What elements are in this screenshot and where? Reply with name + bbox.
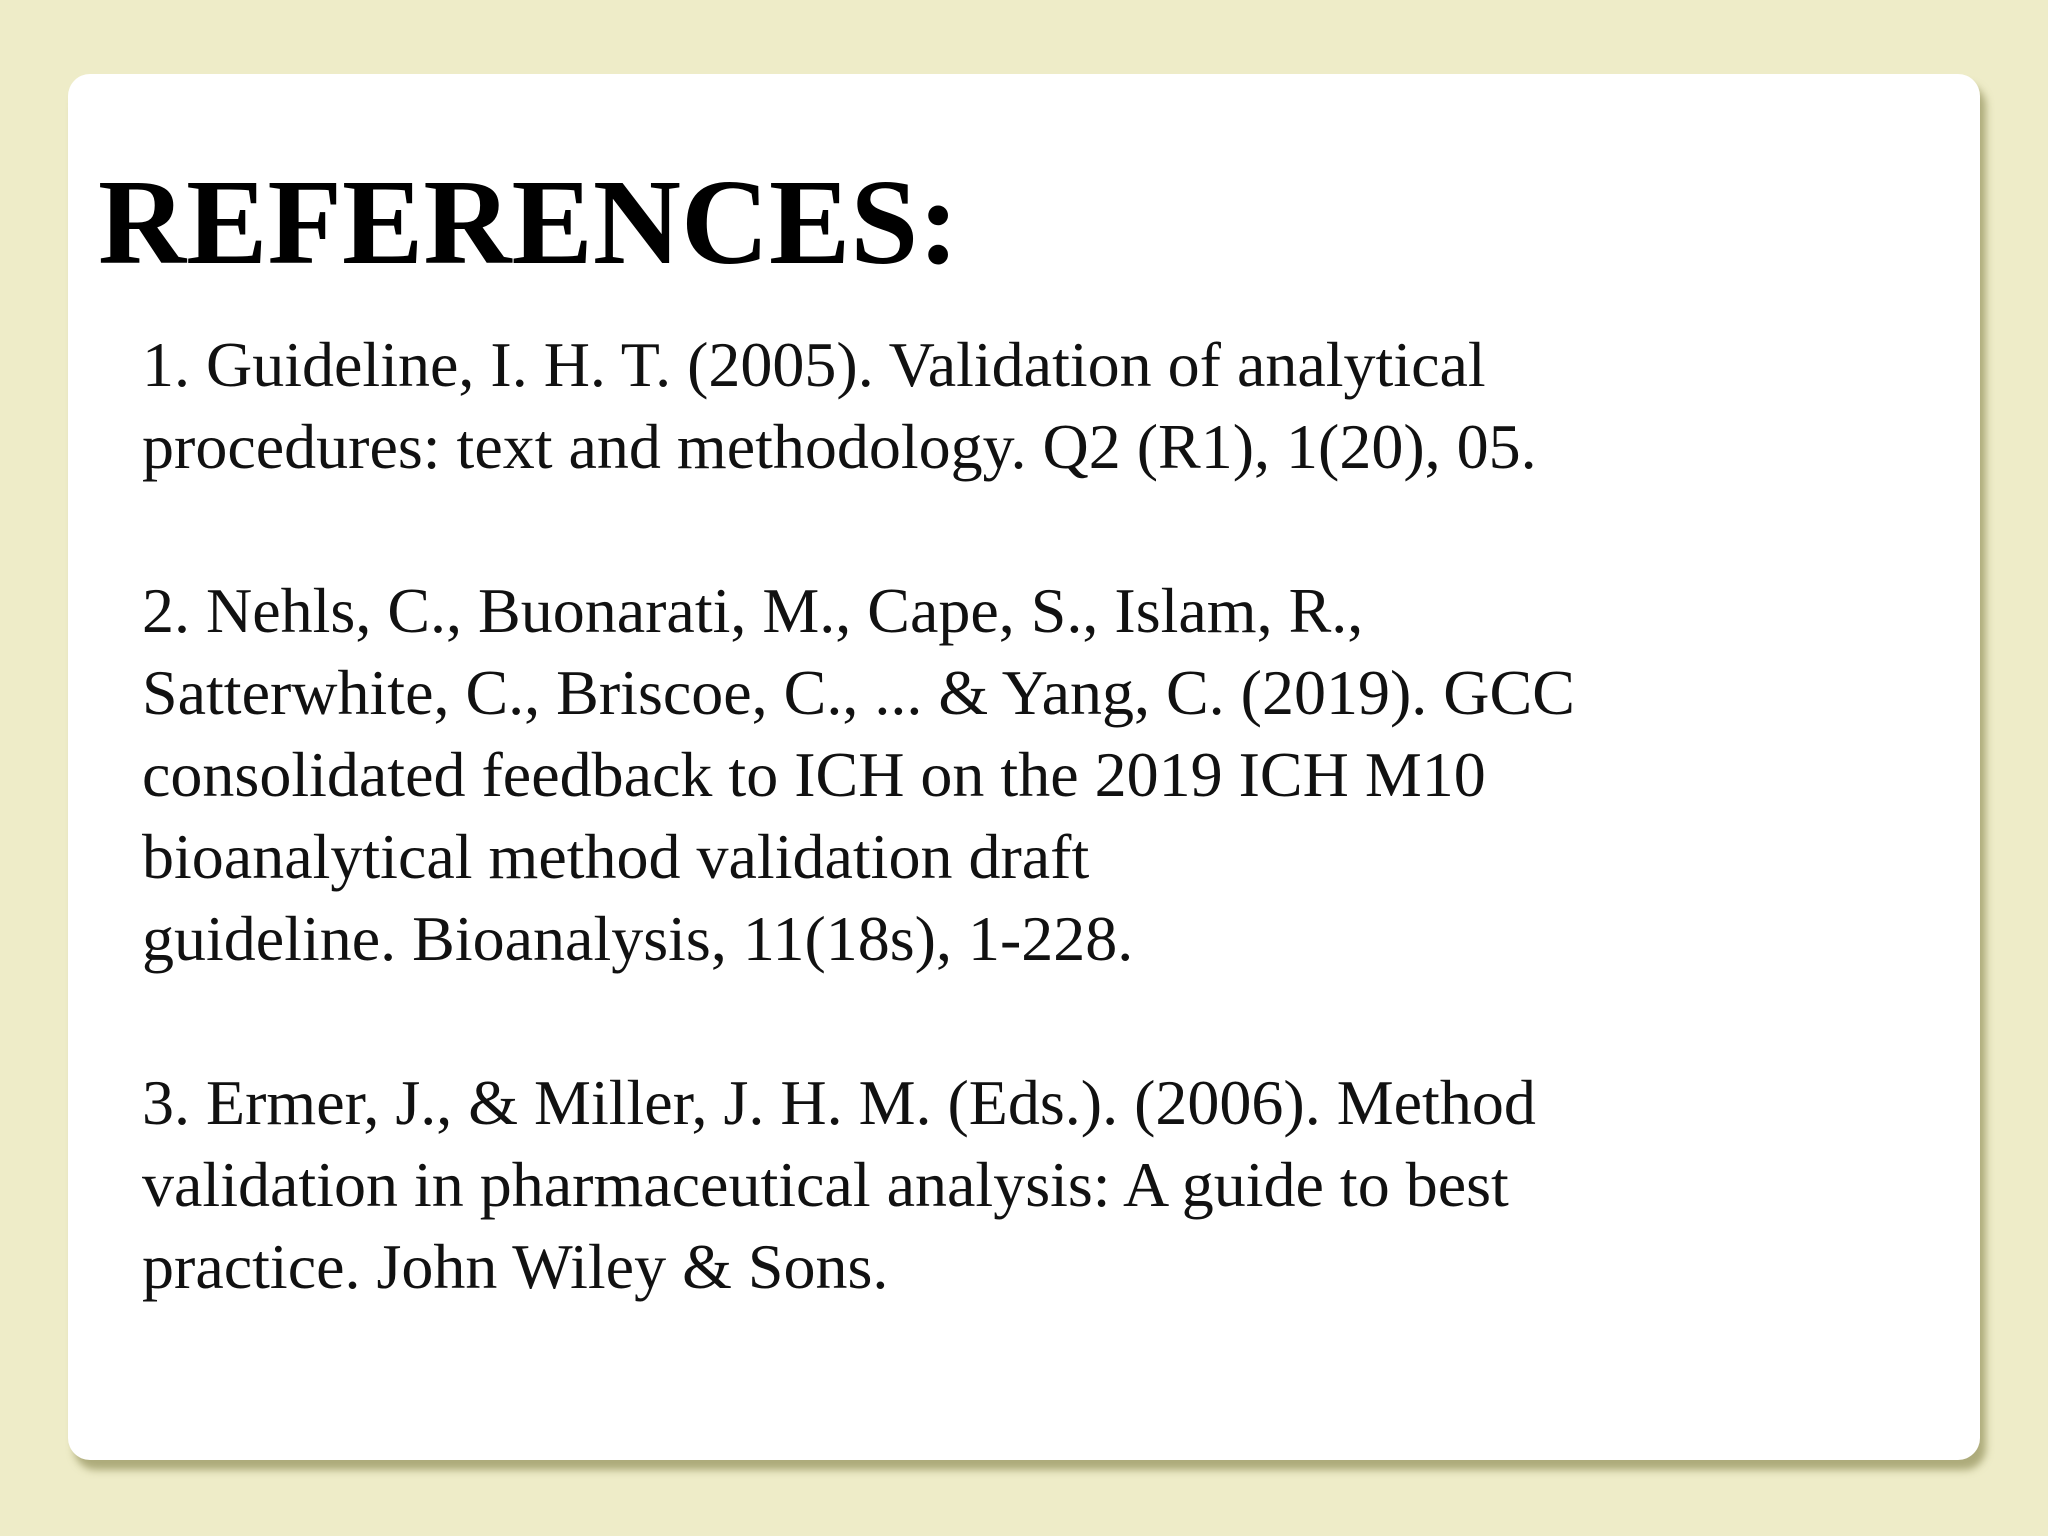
- slide-card: [68, 74, 1980, 1460]
- reference-item: 2. Nehls, C., Buonarati, M., Cape, S., Islam, R., Satterwhite, C., Briscoe, C., ... & Yang, C. (2019). GCC consolidated feedback to ICH on the 2019 ICH M10 bioanalytical method validation draft guideline. Bioanalysis, 11(18s), 1-228.: [142, 575, 1575, 974]
- reference-item: 1. Guideline, I. H. T. (2005). Validation of analytical procedures: text and methodology. Q2 (R1), 1(20), 05.: [142, 329, 1537, 482]
- reference-item: 3. Ermer, J., & Miller, J. H. M. (Eds.). (2006). Method validation in pharmaceutical analysis: A guide to best practice. John Wiley & Sons.: [142, 1067, 1536, 1302]
- reference-list: [142, 324, 1902, 1308]
- slide-title: REFERENCES:: [98, 155, 959, 290]
